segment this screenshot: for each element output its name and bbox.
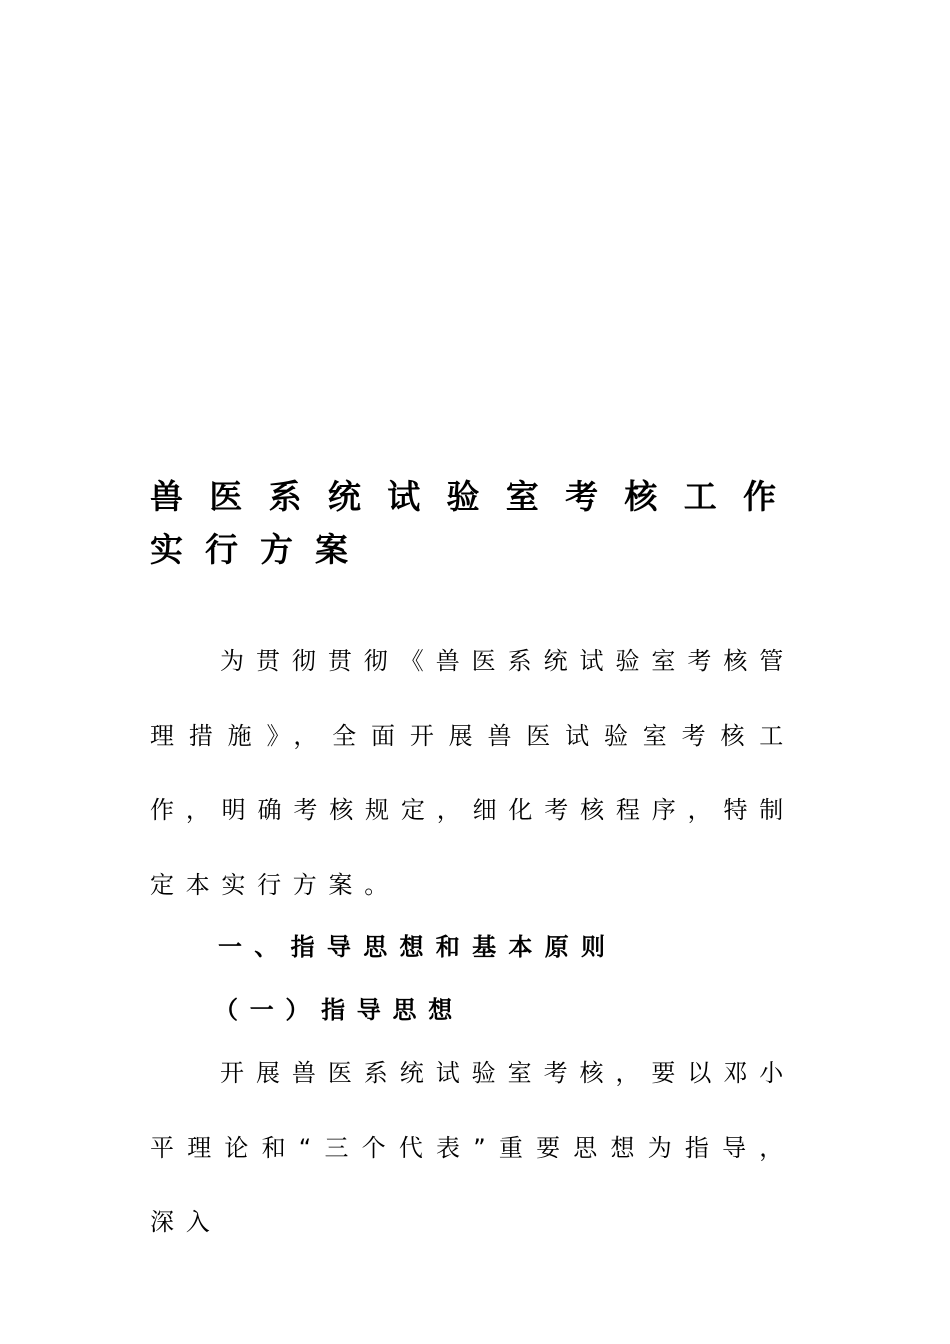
body-paragraph: 开展兽医系统试验室考核，要以邓小平理论和“三个代表”重要思想为指导，深入 bbox=[150, 1059, 795, 1236]
subsection-heading: （一）指导思想 bbox=[214, 996, 464, 1024]
section-heading: 一、指导思想和基本原则 bbox=[218, 933, 618, 961]
document-title: 兽医系统试验室考核工作实行方案 bbox=[150, 477, 798, 569]
intro-paragraph: 为贯彻贯彻《兽医系统试验室考核管理措施》，全面开展兽医试验室考核工作，明确考核规定，细化考核程序，特制定本实行方案。 bbox=[150, 647, 795, 899]
